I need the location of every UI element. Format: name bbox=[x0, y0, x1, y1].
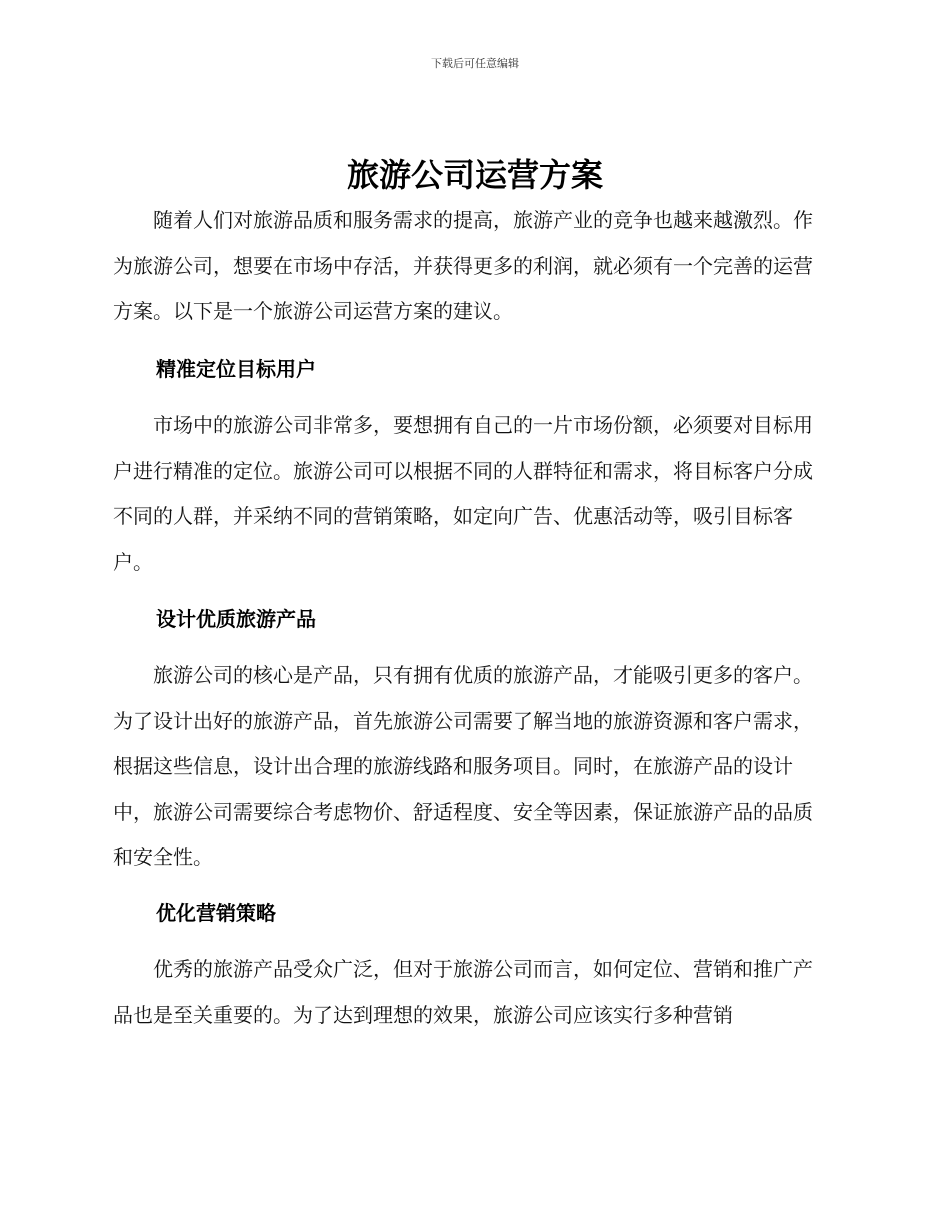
section-heading-product-design: 设计优质旅游产品 bbox=[156, 607, 316, 631]
section-heading-marketing: 优化营销策略 bbox=[156, 901, 276, 925]
header-note: 下载后可任意编辑 bbox=[431, 57, 519, 70]
intro-paragraph: 随着人们对旅游品质和服务需求的提高，旅游产业的竞争也越来越激烈。作为旅游公司，想要在市场中存活，并获得更多的利润，就必须有一个完善的运营方案。以下是一个旅游公司运营方案的建议。 bbox=[113, 208, 813, 323]
section-body-target-users: 市场中的旅游公司非常多，要想拥有自己的一片市场份额，必须要对目标用户进行精准的定位。旅游公司可以根据不同的人群特征和需求，将目标客户分成不同的人群，并采纳不同的营销策略，如定向广告、优惠活动等，吸引目标客户。 bbox=[113, 413, 813, 574]
document-title: 旅游公司运营方案 bbox=[346, 156, 603, 194]
section-body-marketing: 优秀的旅游产品受众广泛，但对于旅游公司而言，如何定位、营销和推广产品也是至关重要的。为了达到理想的效果，旅游公司应该实行多种营销 bbox=[113, 957, 813, 1027]
section-heading-target-users: 精准定位目标用户 bbox=[156, 357, 316, 381]
section-body-product-design: 旅游公司的核心是产品，只有拥有优质的旅游产品，才能吸引更多的客户。为了设计出好的旅游产品，首先旅游公司需要了解当地的旅游资源和客户需求，根据这些信息，设计出合理的旅游线路和服务项目。同时，在旅游产品的设计中，旅游公司需要综合考虑物价、舒适程度、安全等因素，保证旅游产品的品质和安全性。 bbox=[113, 663, 813, 869]
